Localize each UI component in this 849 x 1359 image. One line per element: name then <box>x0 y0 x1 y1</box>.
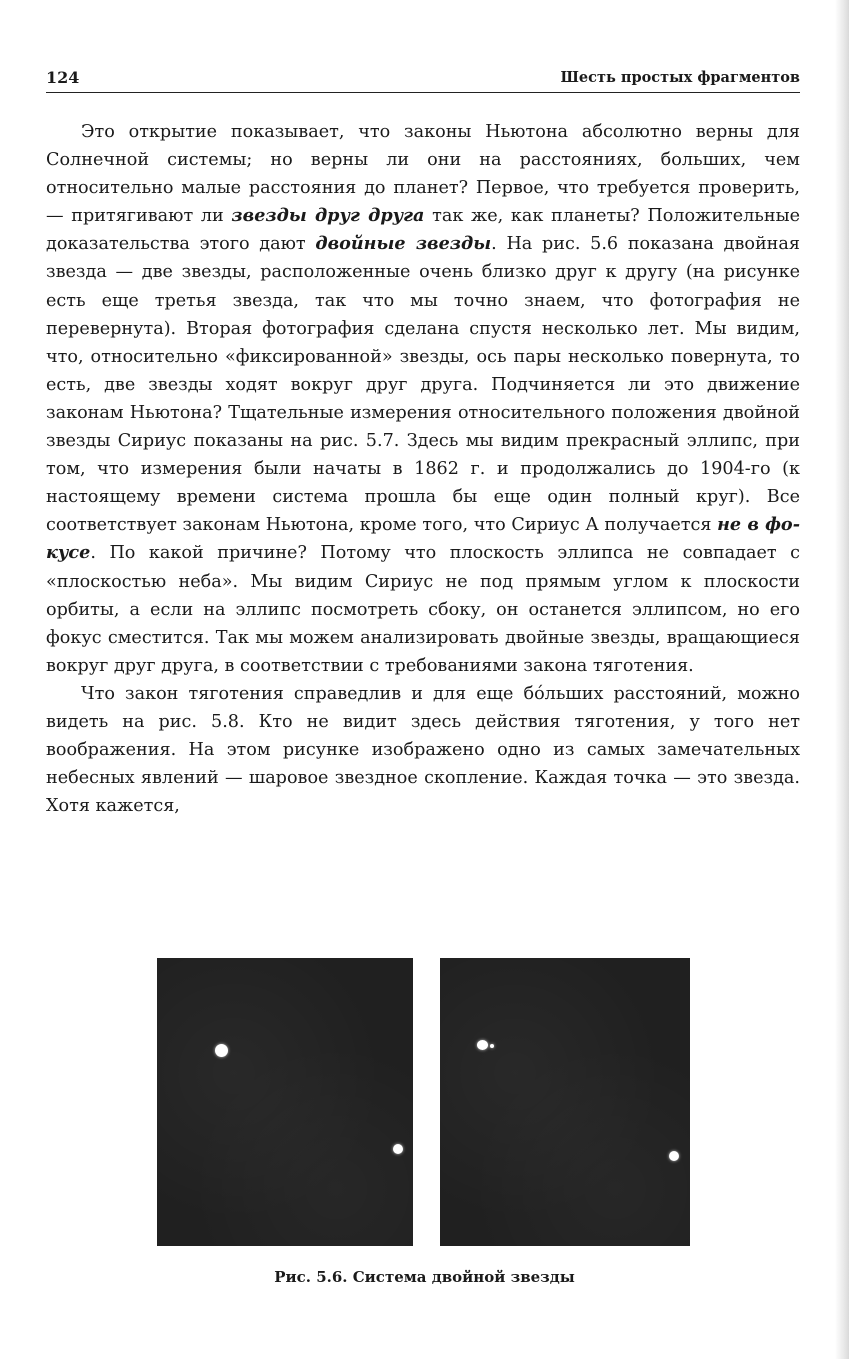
figure-5-6 <box>0 958 849 1288</box>
binary-star-photo-earlier <box>157 958 413 1246</box>
binary-star-pair <box>215 1044 228 1057</box>
page-header <box>46 64 800 93</box>
text-run: так же, как планеты? Положительные доказательства этого дают <box>46 206 801 255</box>
binary-star-companion <box>490 1044 494 1048</box>
running-title: Шесть простых фрагментов <box>560 69 800 86</box>
emphasis-run: звезды друг друга <box>231 205 425 227</box>
text-run: . По какой причине? Потому что плоскость эллипса не совпадает с «плоскостью неба». Мы видим Сириус не под прямым углом к плоскости орбиты, а если на эллипс посмотреть сбоку, он останется эллипсом, но его фокус сместится. Так мы можем анализировать двойные звезды, вращающиеся вокруг друг друга, в соответствии с требованиями закона тяготения. <box>46 543 800 676</box>
text-run: Что закон тяготения справедлив и для еще бóльших расстояний, можно видеть на рис. 5.8. Кто не видит здесь действия тяготения, у того нет воображения. На этом рисунке изображено одно из самых замечательных небесных явлений — шаровое звездное скопление. Каждая точка — это звезда. Хотя кажется, <box>46 683 800 817</box>
binary-star-photo-later <box>440 958 690 1246</box>
emphasis-run: двойные звезды <box>315 233 492 255</box>
binary-star-pair <box>477 1040 488 1050</box>
reference-star <box>669 1151 679 1161</box>
paragraph-1 <box>46 118 800 680</box>
emphasis-run: не в фокусе <box>46 514 800 564</box>
page-number: 124 <box>46 68 80 87</box>
text-run: . На рис. 5.6 показана двойная звезда — две звезды, расположенные очень близко друг к другу (на рисунке есть еще третья звезда, так что мы точно знаем, что фотография не перевернута). Вторая фотография сделана спустя несколько лет. Мы видим, что, относительно «фиксированной» звезды, ось пары несколько повернута, то есть, две звезды ходят вокруг друг друга. Подчиняется ли это движение законам Ньютона? Тщательные измерения относительного положения двойной звезды Сириус показаны на рис. 5.7. Здесь мы видим прекрасный эллипс, при том, что измерения были начаты в 1862 г. и продолжались до 1904-го (к настоящему времени система прошла бы еще один полный круг). Все соответствует законам Ньютона, кроме того, что Сириус А получается <box>46 234 800 536</box>
figure-caption: Рис. 5.6. Система двойной звезды <box>274 1268 575 1286</box>
body-text <box>46 118 800 820</box>
reference-star <box>393 1144 403 1154</box>
text-run: Это открытие показывает, что законы Ньютона абсолютно верны для Солнечной системы; но верны ли они на расстояниях, больших, чем относительно малые расстояния до планет? Первое, что требуется проверить, — притягивают ли <box>46 122 800 227</box>
paragraph-2 <box>46 680 800 820</box>
